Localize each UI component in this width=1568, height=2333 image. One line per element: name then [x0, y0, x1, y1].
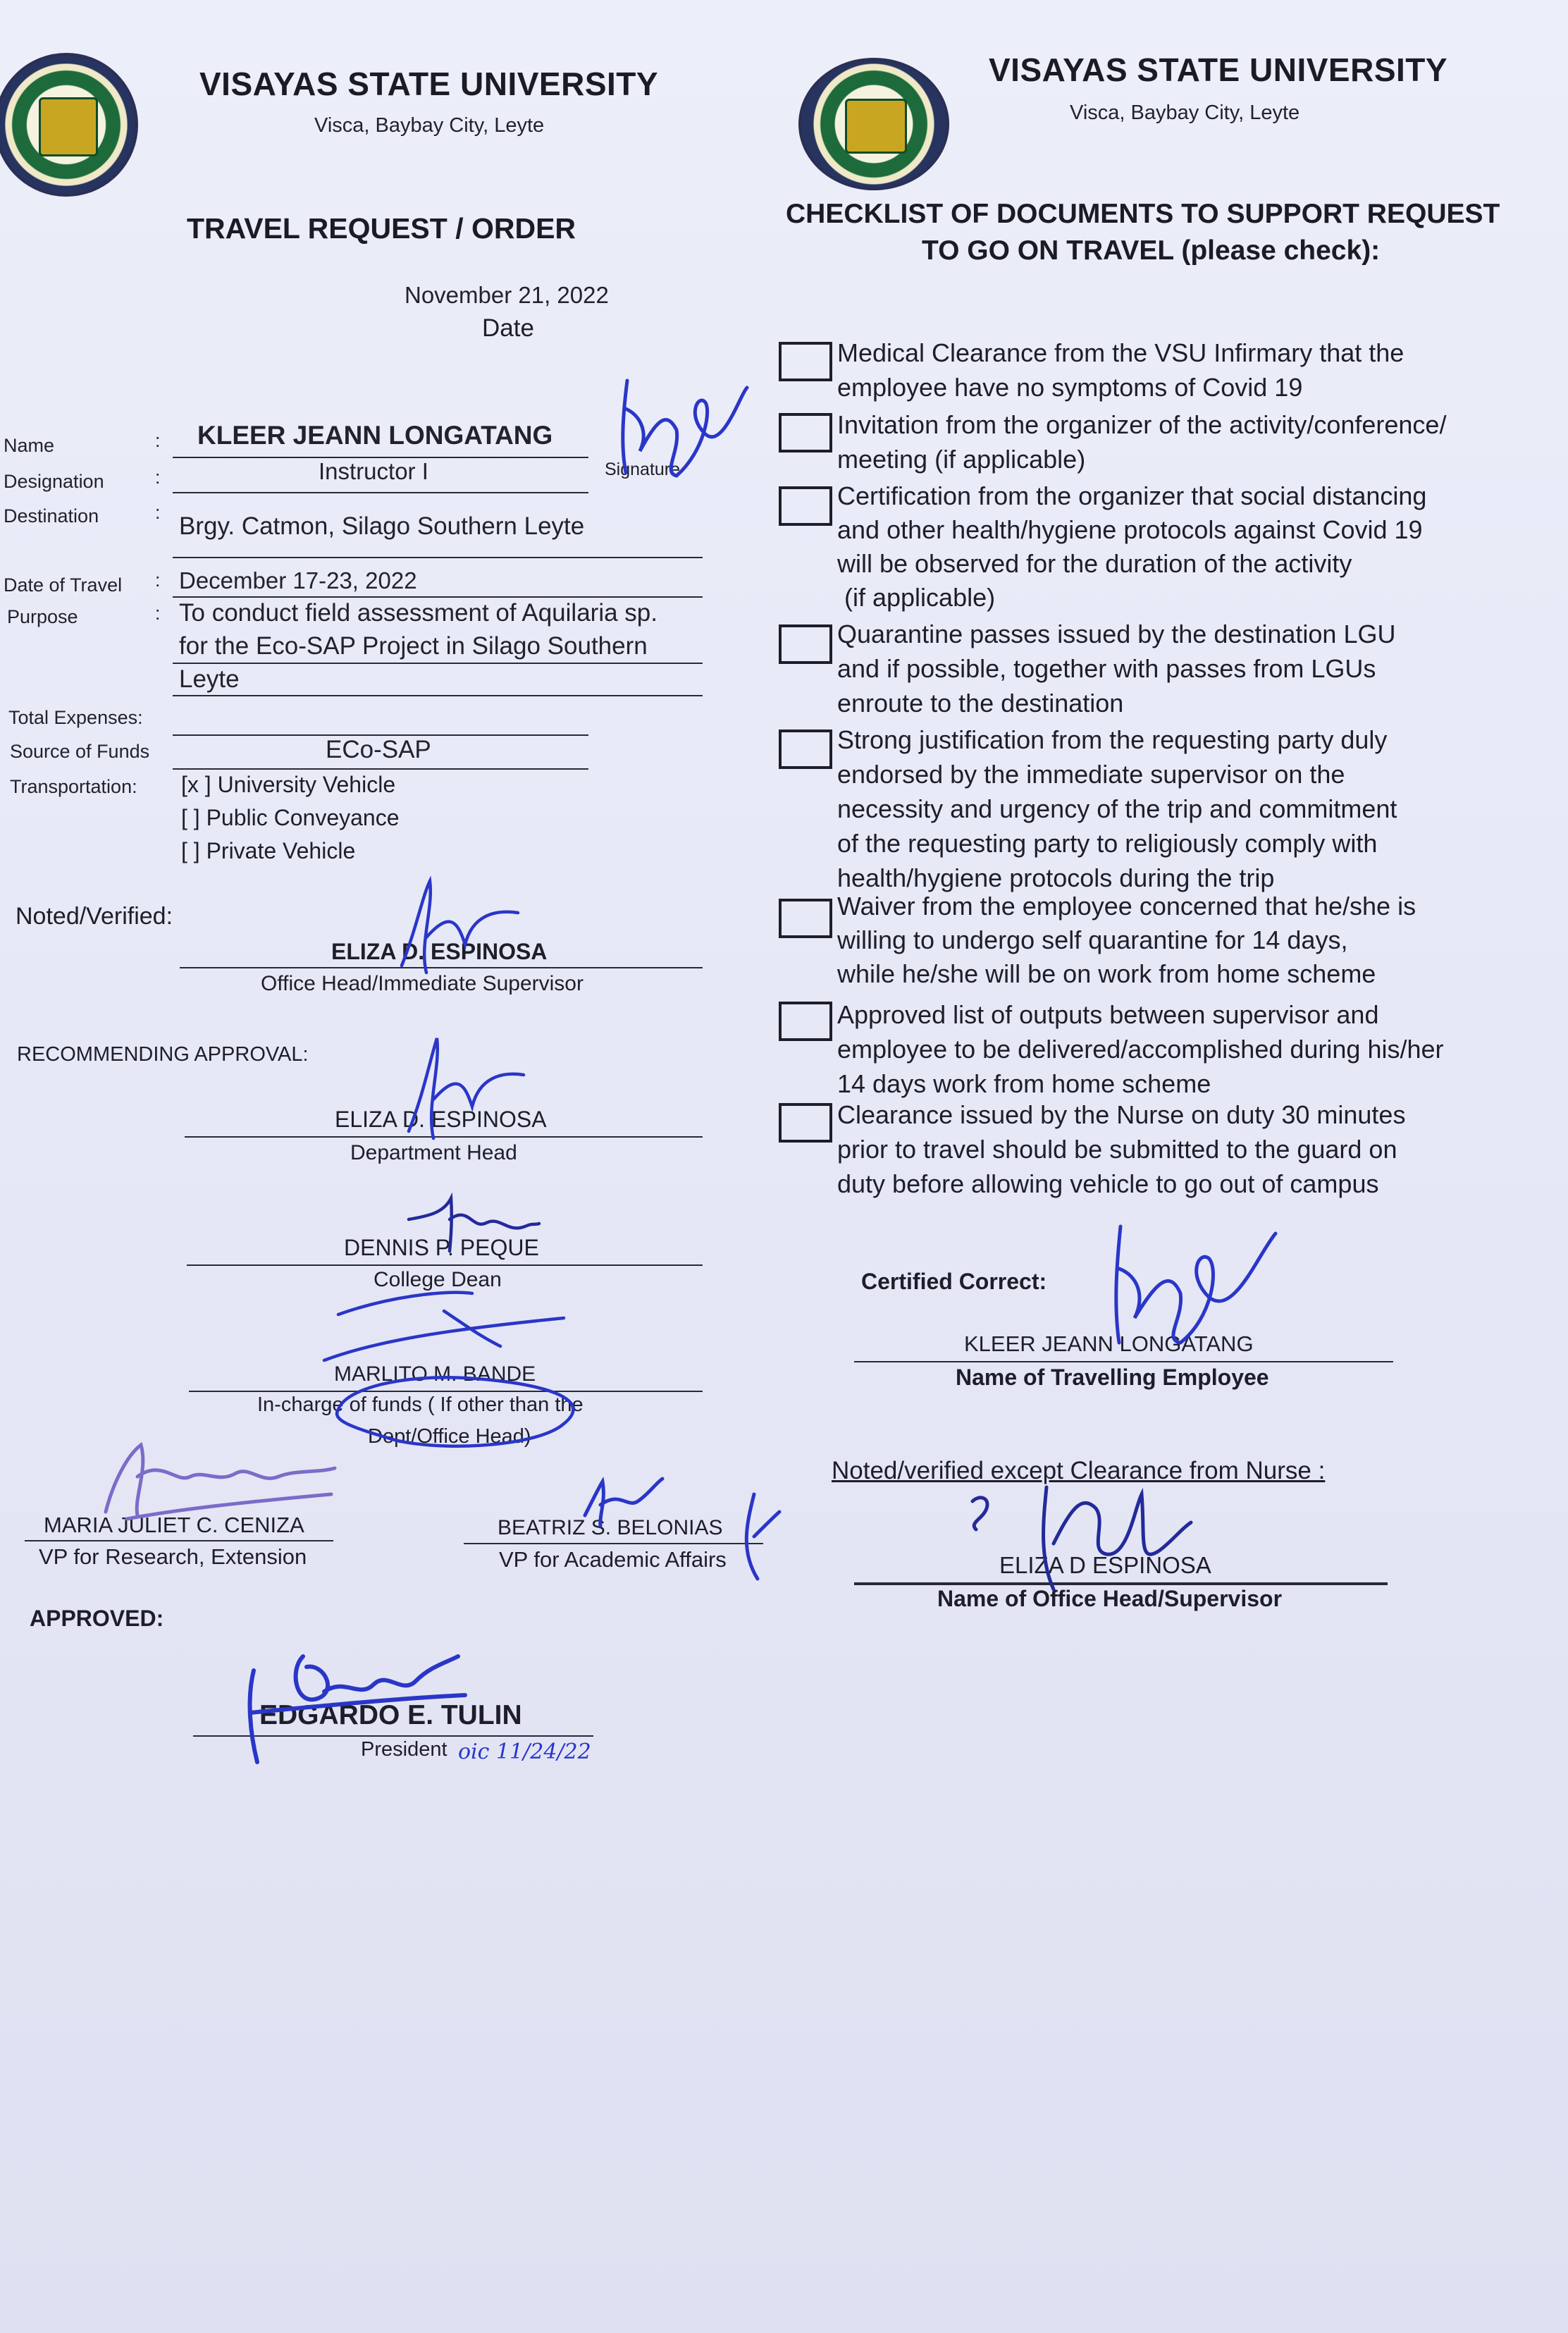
signature-label: Signature	[605, 460, 681, 479]
transport-option-private: [ ] Private Vehicle	[181, 838, 356, 863]
travelling-employee-role: Name of Travelling Employee	[956, 1365, 1269, 1390]
field-colon: :	[155, 570, 161, 591]
university-address-left: Visca, Baybay City, Leyte	[314, 114, 545, 137]
certified-correct-label: Certified Correct:	[861, 1269, 1047, 1294]
name-value: KLEER JEANN LONGATANG	[197, 421, 553, 450]
vp-academic-name: BEATRIZ S. BELONIAS	[498, 1516, 723, 1539]
vp-research-name: MARIA JULIET C. CENIZA	[44, 1513, 304, 1537]
college-dean-signature	[402, 1191, 543, 1255]
purpose-line-3: Leyte	[179, 665, 240, 693]
funds-incharge-signature	[303, 1269, 599, 1459]
form-title: TRAVEL REQUEST / ORDER	[187, 212, 576, 245]
checklist-checkbox[interactable]	[779, 1103, 832, 1143]
destination-label: Destination	[4, 505, 99, 527]
department-head-signature	[384, 1026, 539, 1145]
checklist-item-text	[837, 336, 1404, 405]
date-of-travel-label: Date of Travel	[4, 574, 123, 596]
checklist-item-text	[837, 407, 1446, 476]
purpose-underline-2	[173, 695, 703, 696]
office-head-name: ELIZA D ESPINOSA	[999, 1552, 1211, 1578]
office-head-role: Name of Office Head/Supervisor	[937, 1586, 1283, 1611]
checklist-item-line: (if applicable)	[837, 583, 996, 612]
checklist-item-text	[837, 722, 1397, 895]
university-seal-left	[0, 53, 138, 197]
checklist-item-text	[837, 479, 1426, 615]
checklist-item-text	[837, 1097, 1405, 1201]
funds-incharge-role-1: In-charge of funds ( If other than the	[257, 1393, 584, 1416]
bleed-through-text	[169, 352, 175, 380]
purpose-underline-1	[173, 663, 703, 664]
checklist-checkbox[interactable]	[779, 1002, 832, 1041]
date-of-travel-underline	[173, 596, 703, 598]
vp-research-line	[25, 1540, 333, 1541]
university-name-right: VISAYAS STATE UNIVERSITY	[989, 51, 1448, 88]
seal-shield-icon	[845, 99, 907, 154]
checklist-item-line: meeting (if applicable)	[837, 445, 1086, 474]
checklist-item-line: Strong justification from the requesting party duly	[837, 725, 1388, 754]
transportation-label: Transportation:	[10, 776, 137, 797]
checklist-item-line: Approved list of outputs between supervisor and	[837, 1000, 1379, 1029]
checklist-item-text	[837, 997, 1444, 1101]
checklist-checkbox[interactable]	[779, 342, 832, 381]
source-of-funds-value: ECo-SAP	[326, 736, 431, 763]
department-head-role: Department Head	[350, 1141, 517, 1164]
checklist-item-line: enroute to the destination	[837, 689, 1124, 718]
college-dean-name: DENNIS P. PEQUE	[344, 1235, 539, 1260]
noted-signature	[381, 867, 536, 980]
university-address-right: Visca, Baybay City, Leyte	[1070, 101, 1300, 124]
checklist-item-line: health/hygiene protocols during the trip	[837, 863, 1275, 892]
request-date-value: November 21, 2022	[405, 282, 609, 308]
checklist-checkbox[interactable]	[779, 413, 832, 453]
checklist-item-line: will be observed for the duration of the activity	[837, 549, 1352, 578]
checklist-item-line: duty before allowing vehicle to go out of campus	[837, 1169, 1379, 1198]
college-dean-role: College Dean	[374, 1268, 502, 1291]
checklist-item-line: willing to undergo self quarantine for 14 days,	[837, 925, 1348, 954]
destination-value: Brgy. Catmon, Silago Southern Leyte	[179, 512, 585, 540]
president-role: President	[361, 1738, 447, 1761]
checklist-checkbox[interactable]	[779, 899, 832, 938]
university-seal-right	[798, 58, 949, 190]
vp-academic-role: VP for Academic Affairs	[499, 1547, 727, 1572]
checklist-item-line: while he/she will be on work from home scheme	[837, 959, 1376, 988]
applicant-signature	[599, 367, 761, 486]
designation-label: Designation	[4, 471, 104, 492]
source-of-funds-underline	[173, 768, 588, 770]
checklist-item-line: and other health/hygiene protocols against Covid 19	[837, 515, 1423, 544]
checklist-checkbox[interactable]	[779, 624, 832, 664]
checklist-item-line: employee to be delivered/accomplished during his/her	[837, 1035, 1444, 1064]
noted-signatory-role: Office Head/Immediate Supervisor	[261, 972, 584, 995]
noted-verified-label: Noted/Verified:	[16, 903, 173, 930]
checklist-title-line-2: TO GO ON TRAVEL (please check):	[922, 235, 1381, 266]
college-dean-line	[187, 1264, 703, 1266]
checklist-item-line: endorsed by the immediate supervisor on the	[837, 760, 1345, 789]
checklist-title-line-1: CHECKLIST OF DOCUMENTS TO SUPPORT REQUEST	[786, 199, 1500, 229]
checklist-item-line: necessity and urgency of the trip and commitment	[837, 794, 1397, 823]
checklist-checkbox[interactable]	[779, 486, 832, 526]
checklist-item-line: Clearance issued by the Nurse on duty 30 minutes	[837, 1100, 1406, 1129]
checklist-item-text	[837, 890, 1416, 991]
funds-incharge-name: MARLITO M. BANDE	[334, 1362, 536, 1386]
checklist-item-line: Medical Clearance from the VSU Infirmary that the	[837, 338, 1405, 367]
source-of-funds-label: Source of Funds	[10, 741, 150, 762]
destination-underline	[173, 557, 703, 558]
purpose-label: Purpose	[7, 606, 78, 627]
request-date-label: Date	[482, 314, 534, 342]
field-colon: :	[155, 502, 161, 523]
purpose-line-2: for the Eco-SAP Project in Silago Southern	[179, 632, 648, 660]
checklist-item-line: Quarantine passes issued by the destination LGU	[837, 620, 1396, 648]
checklist-item-line: Invitation from the organizer of the activity/conference/	[837, 410, 1447, 439]
checklist-item-line: of the requesting party to religiously comply with	[837, 829, 1378, 858]
purpose-line-1: To conduct field assessment of Aquilaria sp.	[179, 599, 658, 627]
checklist-item-line: prior to travel should be submitted to the guard on	[837, 1135, 1397, 1164]
vp-academic-signature	[571, 1473, 782, 1586]
total-expenses-label: Total Expenses:	[8, 707, 143, 728]
vp-research-signature	[85, 1427, 338, 1526]
certified-employee-signature	[1092, 1212, 1304, 1353]
department-head-name: ELIZA D. ESPINOSA	[335, 1107, 547, 1132]
checklist-item-line: employee have no symptoms of Covid 19	[837, 373, 1303, 402]
date-of-travel-value: December 17-23, 2022	[179, 567, 417, 593]
travelling-employee-line	[854, 1361, 1393, 1362]
checklist-item-line: Certification from the organizer that social distancing	[837, 481, 1427, 510]
noted-verified-except-label: Noted/verified except Clearance from Nurse :	[832, 1457, 1326, 1484]
president-signature	[240, 1628, 472, 1769]
checklist-item-line: and if possible, together with passes from LGUs	[837, 654, 1376, 683]
funds-incharge-role-2: Dept/Office Head)	[368, 1425, 531, 1448]
checklist-item-line: 14 days work from home scheme	[837, 1069, 1211, 1098]
field-colon: :	[155, 603, 161, 624]
noted-signatory-name: ELIZA D. ESPINOSA	[331, 939, 548, 964]
name-label: Name	[4, 435, 55, 456]
president-name: EDGARDO E. TULIN	[259, 1700, 522, 1730]
designation-underline	[173, 492, 588, 493]
approved-label: APPROVED:	[30, 1606, 164, 1631]
recommending-approval-label: RECOMMENDING APPROVAL:	[17, 1043, 309, 1066]
travelling-employee-name: KLEER JEANN LONGATANG	[964, 1331, 1254, 1356]
president-handwritten-annotation: oic 11/24/22	[458, 1740, 591, 1764]
seal-shield-icon	[39, 97, 98, 156]
transport-option-public: [ ] Public Conveyance	[181, 805, 400, 830]
checklist-item-text	[837, 617, 1395, 720]
office-head-signature	[955, 1466, 1194, 1593]
field-colon: :	[155, 430, 161, 451]
designation-value: Instructor I	[319, 458, 428, 484]
vp-research-role: VP for Research, Extension	[39, 1544, 307, 1569]
field-colon: :	[155, 467, 161, 488]
checklist-item-line: Waiver from the employee concerned that he/she is	[837, 892, 1416, 921]
transport-option-university: [x ] University Vehicle	[181, 772, 396, 797]
checklist-checkbox[interactable]	[779, 730, 832, 769]
university-name-left: VISAYAS STATE UNIVERSITY	[199, 66, 659, 102]
